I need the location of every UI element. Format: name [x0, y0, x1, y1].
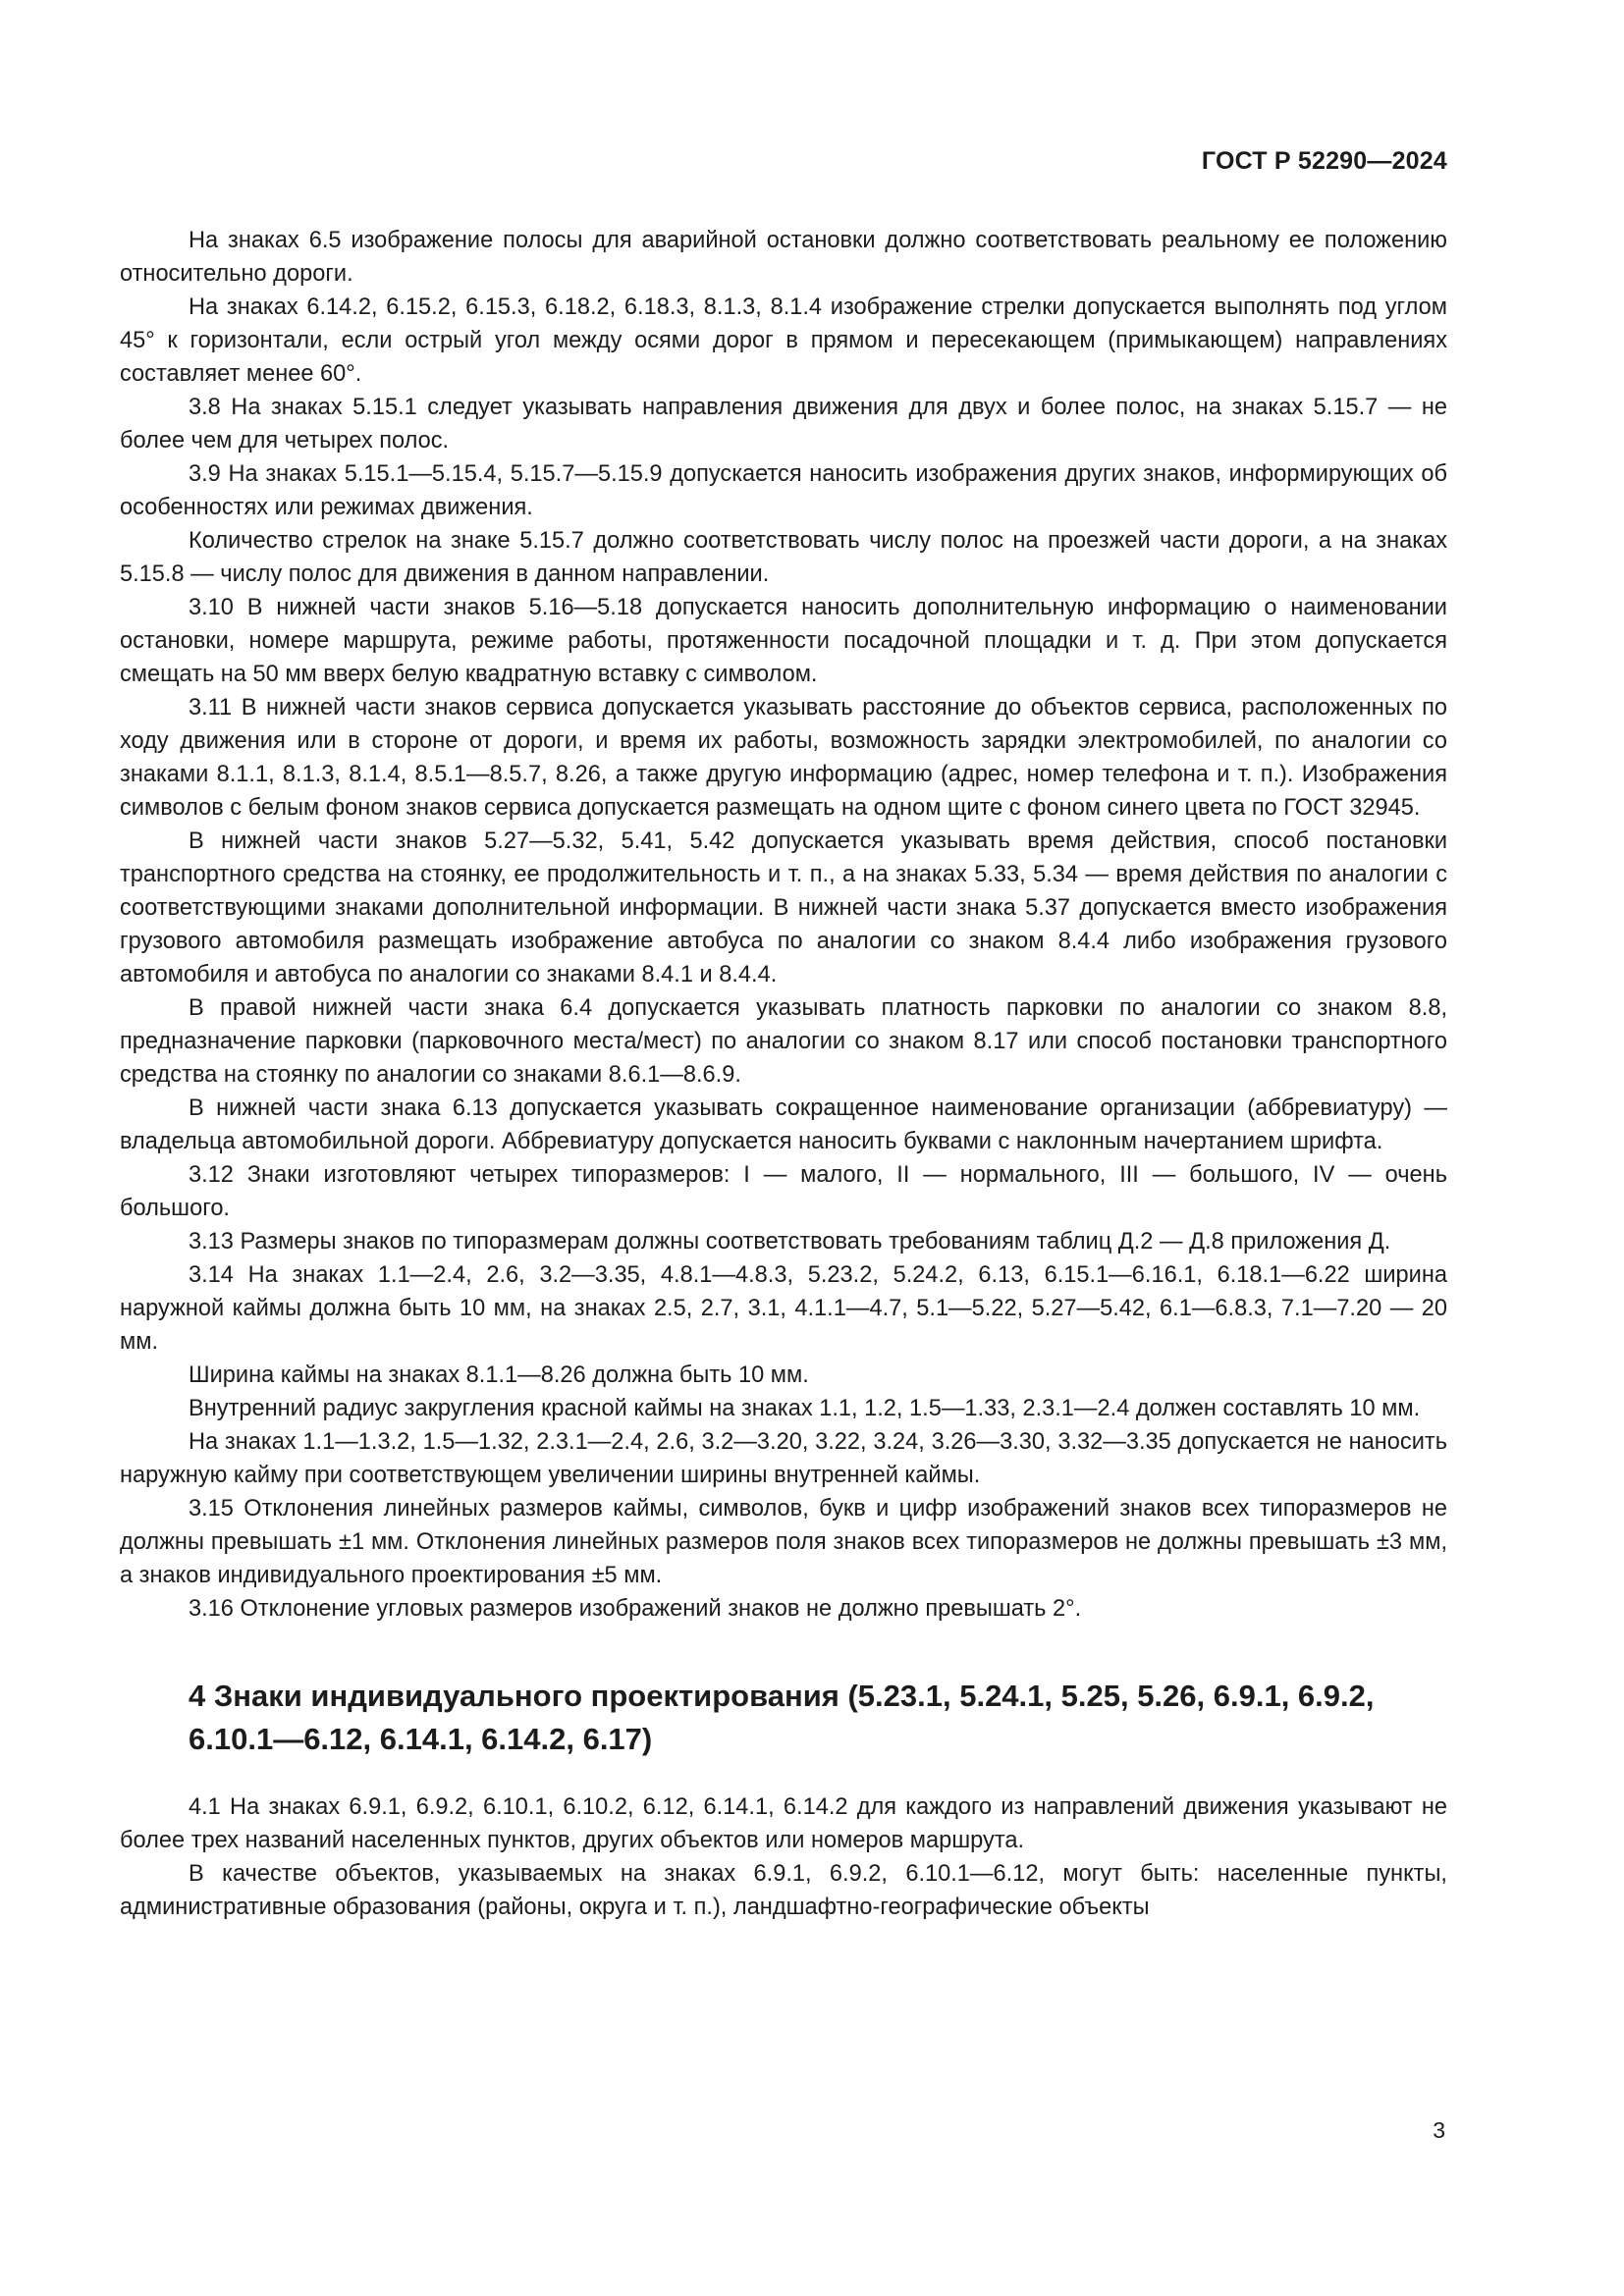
- paragraph: 3.13 Размеры знаков по типоразмерам должны соответствовать требованиям таблиц Д.2 — Д.8 приложения Д.: [189, 1229, 1391, 1255]
- paragraph: На знаках 6.5 изображение полосы для аварийной остановки должно соответствовать реальному ее положению относительно дороги.: [120, 228, 1447, 287]
- page-number: 3: [1433, 2117, 1445, 2143]
- paragraph: 3.11 В нижней части знаков сервиса допускается указывать расстояние до объектов сервиса, расположенных по ходу движения или в стороне от дороги, и время их работы, возможность зарядки электромобилей, по аналогии со знаками 8.1.1, 8.1.3, 8.1.4, 8.5.1—8.5.7, 8.26, а также другую информацию (адрес, номер телефона и т. п.). Изображения символов с белым фоном знаков сервиса допускается размещать на одном щите с фоном синего цвета по ГОСТ 32945.: [120, 695, 1447, 821]
- paragraph: Внутренний радиус закругления красной каймы на знаках 1.1, 1.2, 1.5—1.33, 2.3.1—2.4 должен составлять 10 мм.: [189, 1396, 1421, 1421]
- paragraph: 3.15 Отклонения линейных размеров каймы, символов, букв и цифр изображений знаков всех типоразмеров не должны превышать ±1 мм. Отклонения линейных размеров поля знаков всех типоразмеров не должны превышать ±3 мм, а знаков индивидуального проектирования ±5 мм.: [120, 1496, 1447, 1588]
- paragraph: Ширина каймы на знаках 8.1.1—8.26 должна быть 10 мм.: [189, 1362, 809, 1388]
- paragraph: На знаках 6.14.2, 6.15.2, 6.15.3, 6.18.2, 6.18.3, 8.1.3, 8.1.4 изображение стрелки допускается выполнять под углом 45° к горизонтали, если острый угол между осями дорог в прямом и пересекающем (примыкающем) направлениях составляет менее 60°.: [120, 294, 1447, 387]
- paragraph: 4.1 На знаках 6.9.1, 6.9.2, 6.10.1, 6.10.2, 6.12, 6.14.1, 6.14.2 для каждого из направлений движения указывают не более трех названий населенных пунктов, других объектов или номеров маршрута.: [120, 1794, 1447, 1853]
- document-id-header: ГОСТ Р 52290—2024: [1201, 147, 1447, 175]
- paragraph: В качестве объектов, указываемых на знаках 6.9.1, 6.9.2, 6.10.1—6.12, могут быть: населенные пункты, административные образования (районы, округа и т. п.), ландшафтно-географические объекты: [120, 1861, 1447, 1920]
- paragraph: В нижней части знака 6.13 допускается указывать сокращенное наименование организации (аббревиатуру) — владельца автомобильной дороги. Аббревиатуру допускается наносить буквами с наклонным начертанием шрифта.: [120, 1095, 1447, 1154]
- paragraph: 3.16 Отклонение угловых размеров изображений знаков не должно превышать 2°.: [189, 1596, 1082, 1622]
- paragraph: В правой нижней части знака 6.4 допускается указывать платность парковки по аналогии со знаком 8.8, предназначение парковки (парковочного места/мест) по аналогии со знаком 8.17 или способ постановки транспортного средства на стоянку по аналогии со знаками 8.6.1—8.6.9.: [120, 995, 1447, 1088]
- paragraph: В нижней части знаков 5.27—5.32, 5.41, 5.42 допускается указывать время действия, способ постановки транспортного средства на стоянку, ее продолжительность и т. п., а на знаках 5.33, 5.34 — время действия по аналогии с соответствующими знаками дополнительной информации. В нижней части знака 5.37 допускается вместо изображения грузового автомобиля размещать изображение автобуса по аналогии со знаком 8.4.4 либо изображения грузового автомобиля и автобуса по аналогии со знаками 8.4.1 и 8.4.4.: [120, 828, 1447, 988]
- paragraph: 3.9 На знаках 5.15.1—5.15.4, 5.15.7—5.15.9 допускается наносить изображения других знаков, информирующих об особенностях или режимах движения.: [120, 461, 1447, 520]
- paragraph: 3.10 В нижней части знаков 5.16—5.18 допускается наносить дополнительную информацию о наименовании остановки, номере маршрута, режиме работы, протяженности посадочной площадки и т. д. При этом допускается смещать на 50 мм вверх белую квадратную вставку с символом.: [120, 595, 1447, 687]
- paragraph: На знаках 1.1—1.3.2, 1.5—1.32, 2.3.1—2.4, 2.6, 3.2—3.20, 3.22, 3.24, 3.26—3.30, 3.32—3.35 допускается не наносить наружную кайму при соответствующем увеличении ширины внутренней каймы.: [120, 1429, 1447, 1488]
- paragraph: 3.8 На знаках 5.15.1 следует указывать направления движения для двух и более полос, на знаках 5.15.7 — не более чем для четырех полос.: [120, 395, 1447, 454]
- paragraph: 3.14 На знаках 1.1—2.4, 2.6, 3.2—3.35, 4.8.1—4.8.3, 5.23.2, 5.24.2, 6.13, 6.15.1—6.16.1, 6.18.1—6.22 ширина наружной каймы должна быть 10 мм, на знаках 2.5, 2.7, 3.1, 4.1.1—4.7, 5.1—5.22, 5.27—5.42, 6.1—6.8.3, 7.1—7.20 — 20 мм.: [120, 1262, 1447, 1355]
- document-body: [120, 224, 1447, 1924]
- paragraph: 3.12 Знаки изготовляют четырех типоразмеров: I — малого, II — нормального, III — большого, IV — очень большого.: [120, 1162, 1447, 1221]
- section-heading: 4 Знаки индивидуального проектирования (5.23.1, 5.24.1, 5.25, 5.26, 6.9.1, 6.9.2, 6.10.1—6.12, 6.14.1, 6.14.2, 6.17): [189, 1679, 1375, 1756]
- paragraph: Количество стрелок на знаке 5.15.7 должно соответствовать числу полос на проезжей части дороги, а на знаках 5.15.8 — числу полос для движения в данном направлении.: [120, 528, 1447, 587]
